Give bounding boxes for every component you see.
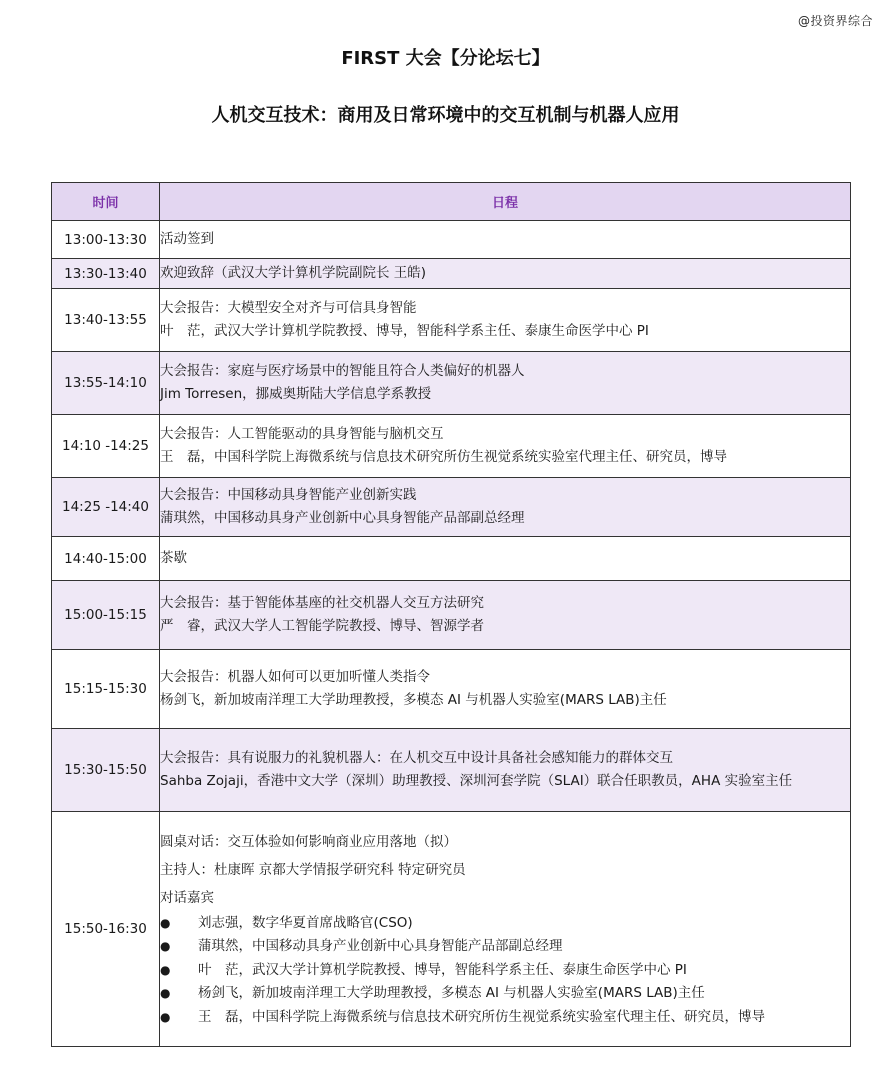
agenda-cell bbox=[160, 812, 851, 1047]
agenda-cell bbox=[160, 415, 851, 478]
agenda-cell bbox=[160, 729, 851, 812]
column-header-time: 时间 bbox=[52, 183, 160, 221]
agenda-line: 茶歇 bbox=[160, 550, 187, 566]
bullet-icon: ● bbox=[160, 1009, 171, 1024]
guest-item bbox=[160, 912, 850, 936]
time-cell: 13:40-13:55 bbox=[52, 289, 160, 352]
table-header-row bbox=[52, 183, 851, 221]
agenda-cell bbox=[160, 650, 851, 729]
time-cell: 13:55-14:10 bbox=[52, 352, 160, 415]
agenda-cell bbox=[160, 581, 851, 650]
speaker-info: 严 睿，武汉大学人工智能学院教授、博导、智源学者 bbox=[160, 618, 484, 634]
table-row bbox=[52, 289, 851, 352]
table-row bbox=[52, 478, 851, 537]
panel-host: 主持人：杜康晖 京都大学情报学研究科 特定研究员 bbox=[160, 861, 466, 878]
column-header-agenda: 日程 bbox=[160, 183, 851, 221]
time-cell: 13:00-13:30 bbox=[52, 221, 160, 259]
time-cell: 14:40-15:00 bbox=[52, 537, 160, 581]
table-row bbox=[52, 221, 851, 259]
talk-title: 大会报告：具有说服力的礼貌机器人：在人机交互中设计具备社会感知能力的群体交互 bbox=[160, 750, 673, 766]
agenda-line: 活动签到 bbox=[160, 231, 214, 247]
agenda-cell bbox=[160, 352, 851, 415]
speaker-info: 蒲琪然，中国移动具身产业创新中心具身智能产品部副总经理 bbox=[160, 510, 525, 526]
guest-name: 刘志强，数字华夏首席战略官(CSO) bbox=[198, 914, 413, 931]
guest-item bbox=[160, 982, 850, 1006]
agenda-line: 欢迎致辞（武汉大学计算机学院副院长 王皓) bbox=[160, 265, 427, 281]
schedule-table bbox=[51, 182, 851, 1047]
panel-title: 圆桌对话：交互体验如何影响商业应用落地（拟） bbox=[160, 833, 457, 850]
guest-name: 蒲琪然，中国移动具身产业创新中心具身智能产品部副总经理 bbox=[198, 938, 563, 955]
time-cell: 14:25 -14:40 bbox=[52, 478, 160, 537]
agenda-cell bbox=[160, 289, 851, 352]
bullet-icon: ● bbox=[160, 915, 171, 930]
talk-title: 大会报告：中国移动具身智能产业创新实践 bbox=[160, 487, 417, 503]
agenda-cell bbox=[160, 221, 851, 259]
time-cell: 15:15-15:30 bbox=[52, 650, 160, 729]
speaker-info: 杨剑飞，新加坡南洋理工大学助理教授，多模态 AI 与机器人实验室(MARS LAB)主任 bbox=[160, 692, 667, 708]
table-row bbox=[52, 581, 851, 650]
page-title: FIRST 大会【分论坛七】 bbox=[341, 48, 550, 69]
agenda-cell bbox=[160, 537, 851, 581]
bullet-icon: ● bbox=[160, 986, 171, 1001]
speaker-info: Sahba Zojaji，香港中文大学（深圳）助理教授、深圳河套学院（SLAI）联合任职教员，AHA 实验室主任 bbox=[160, 773, 793, 789]
table-row bbox=[52, 537, 851, 581]
time-cell: 15:30-15:50 bbox=[52, 729, 160, 812]
talk-title: 大会报告：人工智能驱动的具身智能与脑机交互 bbox=[160, 426, 444, 442]
speaker-info: 王 磊，中国科学院上海微系统与信息技术研究所仿生视觉系统实验室代理主任、研究员，博导 bbox=[160, 449, 727, 465]
guest-item bbox=[160, 959, 850, 983]
time-cell: 15:50-16:30 bbox=[52, 812, 160, 1047]
bullet-icon: ● bbox=[160, 962, 171, 977]
panel-guests-label: 对话嘉宾 bbox=[160, 889, 214, 906]
agenda-cell bbox=[160, 259, 851, 289]
talk-title: 大会报告：基于智能体基座的社交机器人交互方法研究 bbox=[160, 595, 484, 611]
guest-name: 杨剑飞，新加坡南洋理工大学助理教授，多模态 AI 与机器人实验室(MARS LAB)主任 bbox=[198, 985, 705, 1002]
table-row bbox=[52, 259, 851, 289]
speaker-info: Jim Torresen，挪威奥斯陆大学信息学系教授 bbox=[160, 386, 432, 402]
watermark: @投资界综合 bbox=[797, 14, 873, 28]
table-row bbox=[52, 352, 851, 415]
time-cell: 14:10 -14:25 bbox=[52, 415, 160, 478]
talk-title: 大会报告：家庭与医疗场景中的智能且符合人类偏好的机器人 bbox=[160, 363, 525, 379]
guest-item bbox=[160, 935, 850, 959]
guest-name: 王 磊，中国科学院上海微系统与信息技术研究所仿生视觉系统实验室代理主任、研究员，博导 bbox=[198, 1008, 765, 1025]
time-cell: 13:30-13:40 bbox=[52, 259, 160, 289]
talk-title: 大会报告：大模型安全对齐与可信具身智能 bbox=[160, 300, 417, 316]
guest-name: 叶 茫，武汉大学计算机学院教授、博导，智能科学系主任、泰康生命医学中心 PI bbox=[198, 961, 687, 978]
time-cell: 15:00-15:15 bbox=[52, 581, 160, 650]
table-row bbox=[52, 812, 851, 1047]
speaker-info: 叶 茫，武汉大学计算机学院教授、博导，智能科学系主任、泰康生命医学中心 PI bbox=[160, 323, 649, 339]
table-row bbox=[52, 650, 851, 729]
page-subtitle: 人机交互技术：商用及日常环境中的交互机制与机器人应用 bbox=[211, 105, 680, 126]
talk-title: 大会报告：机器人如何可以更加听懂人类指令 bbox=[160, 669, 430, 685]
bullet-icon: ● bbox=[160, 939, 171, 954]
guest-item bbox=[160, 1006, 850, 1030]
table-row bbox=[52, 729, 851, 812]
agenda-cell bbox=[160, 478, 851, 537]
table-row bbox=[52, 415, 851, 478]
